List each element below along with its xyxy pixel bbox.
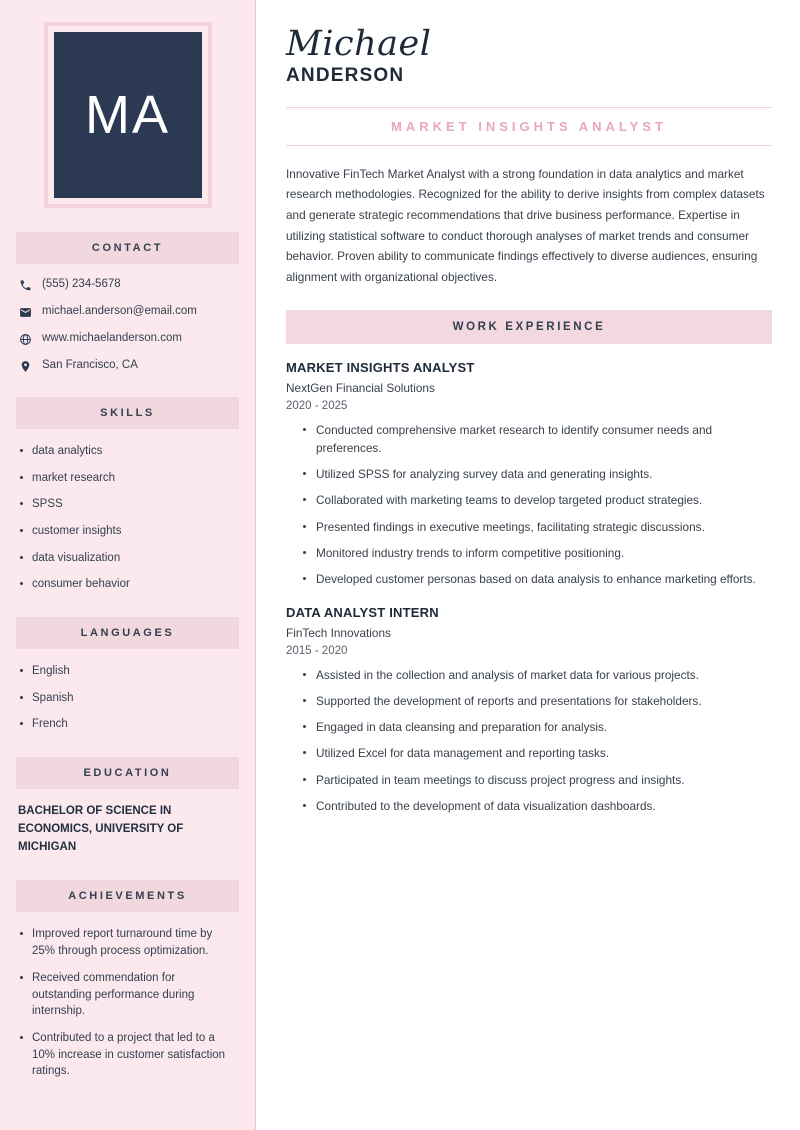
list-item: market research xyxy=(18,470,237,487)
education-heading: EDUCATION xyxy=(16,757,239,789)
experience-company: FinTech Innovations xyxy=(286,625,391,640)
list-item: French xyxy=(18,716,237,733)
list-item: English xyxy=(18,663,237,680)
first-name: Michael xyxy=(286,24,432,64)
last-name: ANDERSON xyxy=(286,64,405,86)
contact-website xyxy=(18,332,237,346)
list-item: Assisted in the collection and analysis of market data for various projects. xyxy=(302,666,772,684)
experience-bullets xyxy=(286,421,772,589)
list-item: Utilized SPSS for analyzing survey data and generating insights. xyxy=(302,465,772,483)
experience-dates: 2015 - 2020 xyxy=(286,644,348,657)
achievements-list xyxy=(16,926,239,1079)
experience-entry xyxy=(286,360,772,589)
list-item: Contributed to a project that led to a 10% increase in customer satisfaction ratings. xyxy=(18,1030,237,1080)
list-item: Supported the development of reports and presentations for stakeholders. xyxy=(302,692,772,710)
skills-list xyxy=(16,443,239,593)
list-item: data analytics xyxy=(18,443,237,460)
list-item: Received commendation for outstanding performance during internship. xyxy=(18,970,237,1020)
list-item: Monitored industry trends to inform competitive positioning. xyxy=(302,544,772,562)
list-item: Utilized Excel for data management and reporting tasks. xyxy=(302,744,772,762)
experience-bullets xyxy=(286,666,772,816)
contact-website-value: www.michaelanderson.com xyxy=(42,332,182,344)
list-item: customer insights xyxy=(18,523,237,540)
list-item: consumer behavior xyxy=(18,576,237,593)
summary-text: Innovative FinTech Market Analyst with a strong foundation in data analytics and market research methodologies. Recognized for the ability to derive insights from complex datasets and generate strategic recommendations that drive business performance. Expertise in utilizing statistical software to conduct thorough analyses of market trends and consumer behavior. Proven ability to communicate findings effectively to diverse audiences, ensuring alignment with organizational objectives. xyxy=(286,166,765,284)
list-item: Developed customer personas based on data analysis to enhance marketing efforts. xyxy=(302,570,772,588)
list-item: Presented findings in executive meetings, facilitating strategic discussions. xyxy=(302,518,772,536)
phone-icon xyxy=(18,279,32,292)
contact-location-value: San Francisco, CA xyxy=(42,359,138,371)
location-pin-icon xyxy=(18,360,32,373)
sidebar xyxy=(0,0,256,1130)
list-item: Spanish xyxy=(18,690,237,707)
main-content xyxy=(256,0,800,1130)
job-title-banner: MARKET INSIGHTS ANALYST xyxy=(286,107,772,146)
languages-heading: LANGUAGES xyxy=(16,617,239,649)
achievements-heading: ACHIEVEMENTS xyxy=(16,880,239,912)
email-icon xyxy=(18,306,32,319)
list-item: data visualization xyxy=(18,550,237,567)
contact-phone-value: (555) 234-5678 xyxy=(42,278,121,290)
work-experience-heading: WORK EXPERIENCE xyxy=(286,310,772,344)
languages-list xyxy=(16,663,239,733)
experience-title: DATA ANALYST INTERN xyxy=(286,604,439,620)
experience-entry xyxy=(286,605,772,816)
list-item: Collaborated with marketing teams to develop targeted product strategies. xyxy=(302,491,772,509)
contact-phone xyxy=(18,278,237,292)
education-item: BACHELOR OF SCIENCE IN ECONOMICS, UNIVERSITY OF MICHIGAN xyxy=(18,805,184,853)
contact-email xyxy=(18,305,237,319)
list-item: Contributed to the development of data visualization dashboards. xyxy=(302,797,772,815)
avatar: MA xyxy=(54,32,202,198)
experience-dates: 2020 - 2025 xyxy=(286,399,348,412)
experience-company: NextGen Financial Solutions xyxy=(286,380,435,395)
list-item: Engaged in data cleansing and preparation for analysis. xyxy=(302,718,772,736)
list-item: SPSS xyxy=(18,496,237,513)
avatar-frame xyxy=(44,22,212,208)
list-item: Improved report turnaround time by 25% through process optimization. xyxy=(18,926,237,959)
contact-list xyxy=(16,278,239,373)
globe-icon xyxy=(18,333,32,346)
experience-title: MARKET INSIGHTS ANALYST xyxy=(286,359,475,375)
contact-heading: CONTACT xyxy=(16,232,239,264)
contact-email-value: michael.anderson@email.com xyxy=(42,305,197,317)
list-item: Conducted comprehensive market research to identify consumer needs and preferences. xyxy=(302,421,772,458)
skills-heading: SKILLS xyxy=(16,397,239,429)
list-item: Participated in team meetings to discuss project progress and insights. xyxy=(302,771,772,789)
contact-location xyxy=(18,359,237,373)
